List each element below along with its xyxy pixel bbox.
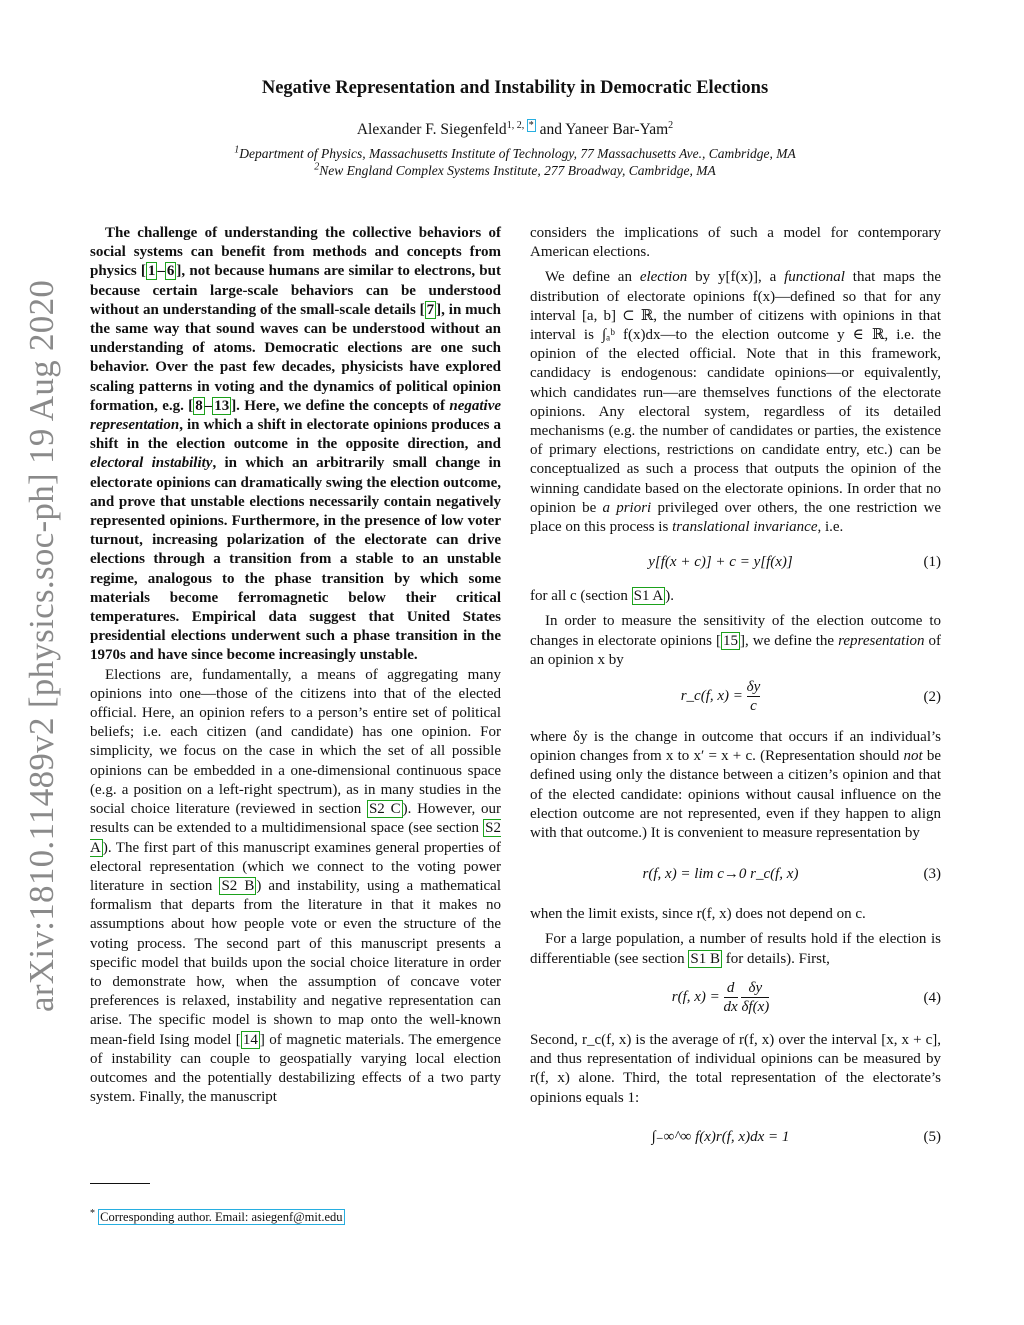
paragraph: For a large population, a number of results hold if the election is differentiable (see section S1 B for details). First, bbox=[530, 931, 941, 967]
section-link[interactable]: S1 B bbox=[690, 950, 721, 967]
section-link[interactable]: S2 B bbox=[221, 877, 255, 894]
paragraph: We define an election by y[f(x)], a functional that maps the distribution of electorate opinions f(x)—defined so that for any interval [a, b] ⊂ ℝ, the number of citizens with opinions in that interval is ∫ₐᵇ f(x)dx—to the election outcome y ∈ ℝ, i.e. the opinion of the elected official. Note that in this framework, candidacy is endogenous: candidate opinions—or equivalently, which candidates run—are themselves functions of the electorate opinions. Any electoral system, regardless of its detailed mechanisms (e.g. the number of candidates or parties, the existence of primary elections, restrictions on candidate entry, etc.) can be conceptualized as such a process that outputs the opinion of the winning candidate based on the electorate opinions. In order that no opinion be a priori privileged over others, the one restriction we place on this process is translational invariance, i.e. bbox=[530, 269, 942, 536]
section-link[interactable]: S2 A bbox=[90, 820, 501, 856]
equation-2: r_c(f, x) = $\frac{\delta y}{c}$ (2) bbox=[680, 679, 941, 715]
author-name: Yaneer Bar-Yam bbox=[565, 121, 669, 138]
paragraph: Second, r_c(f, x) is the average of r(f, x) over the interval [x, x + c], and thus representation of individual opinions can be measured by r(f, x) alone. Third, the total representation of the electorate’s opinions equals 1: bbox=[530, 1031, 941, 1106]
author-list bbox=[120, 121, 910, 139]
author-conjunction: and bbox=[535, 121, 566, 138]
section-link[interactable]: S2 C bbox=[368, 801, 401, 818]
equation-3: r(f, x) = lim c→0 r_c(f, x) (3) bbox=[642, 866, 941, 883]
left-column bbox=[90, 224, 501, 1107]
corresponding-author-link[interactable]: * bbox=[528, 119, 534, 131]
citation-link[interactable]: 15 bbox=[723, 632, 738, 649]
citation-link[interactable]: 6 bbox=[166, 263, 175, 280]
equation-1: y[f(x + c)] + c = y[f(x)] (1) bbox=[648, 554, 941, 571]
footnote: * Corresponding author. Email: asiegenf@mit.edu bbox=[90, 1207, 343, 1224]
affiliation: $^2$New England Complex Systems Institute, 277 Broadway, Cambridge, MA bbox=[314, 161, 716, 178]
affiliation: $^1$Department of Physics, Massachusetts Institute of Technology, 77 Massachusetts Ave., Cambridge, MA bbox=[234, 144, 796, 161]
paragraph: In order to measure the sensitivity of the election outcome to changes in electorate opinions [ 15 ], we define the representation of an opinion x by bbox=[530, 613, 941, 668]
citation-link[interactable]: 8 bbox=[195, 397, 203, 414]
equation-4: r(f, x) = $\frac{d}{dx}$ $\frac{\delta y}{\delta f(x)}$ (4) bbox=[671, 979, 941, 1015]
right-column bbox=[530, 224, 941, 1164]
author-affil-sup: 2 bbox=[668, 119, 674, 131]
abstract: The challenge of understanding the collective behaviors of social systems can benefit from methods and concepts from physics [ 1 – 6 ], not because humans are similar to electrons, but because certain large-scale behaviors can be understood without an understanding of the small-scale details [ 7 ], in much the same way that sound waves can be understood without an understanding of atoms. Democratic elections are one such behavior. Over the past few decades, physicists have explored scaling patterns in voting and the dynamics of political opinion formation, e.g. [ 8 – 13 ]. Here, we define the concepts of negative representation, in which a shift in electorate opinions produces a shift in the election outcome in the opposite direction, and electoral instability, in which an arbitrarily small change in electorate opinions can dramatically swing the election outcome, and prove that unstable elections necessarily contain negatively represented opinions. Furthermore, in the presence of low voter turnout, increasing polarization of the electorate can drive elections through a transition from a stable to an unstable regime, analogous to the phase transition by which some materials become ferromagnetic below their critical temperatures. Empirical data suggest that United States presidential elections underwent such a phase transition in the 1970s and have since become increasingly unstable. bbox=[90, 225, 502, 664]
paper-title: Negative Representation and Instability in Democratic Elections bbox=[261, 78, 769, 98]
paragraph: where δy is the change in outcome that occurs if an individual’s opinion changes from x to x′ = x + c. (Representation should not be defined using only the distance between a citizen’s opinion and that of the elected candidate: opinions without causal influence on the election outcome are not represented, even if they happen to align with that outcome.) It is convenient to measure representation by bbox=[530, 729, 941, 842]
equation-5: ∫₋∞^∞ f(x)r(f, x)dx = 1 (5) bbox=[651, 1128, 941, 1145]
email-link[interactable]: Corresponding author. Email: asiegenf@mit.edu bbox=[100, 1210, 343, 1224]
citation-link[interactable]: 1 bbox=[147, 263, 156, 280]
paragraph: for all c (section S1 A ). bbox=[530, 588, 674, 605]
section-link[interactable]: S1 A bbox=[633, 588, 664, 605]
paragraph: considers the implications of such a model for contemporary American elections. bbox=[530, 225, 941, 261]
paragraph: when the limit exists, since r(f, x) does not depend on c. bbox=[530, 906, 866, 923]
author-name: Alexander F. Siegenfeld bbox=[356, 121, 507, 138]
citation-link[interactable]: 7 bbox=[426, 301, 435, 318]
intro-paragraph: Elections are, fundamentally, a means of aggregating many opinions into one—those of the citizens into that of the elected official. Here, an opinion refers to a person’s entire set of political beliefs; i.e. each citizen (and candidate) has one opinion. For simplicity, we focus on the case in which the set of all possible opinions can be embedded in a one-dimensional continuous space (e.g. a position on a left-right spectrum), as in many studies in the social choice literature (reviewed in section S2 C ). However, our results can be extended to a multidimensional space (see section S2 A ). The first part of this manuscript examines general properties of electoral representation (which we connect to the voting power literature in section S2 B ) and instability, using a mathematical formalism that departs from the literature in that it makes no assumptions about how people vote or even the structure of the voting process. The second part of this manuscript presents a specific model that builds upon the social choice literature in order to demonstrate how, when the assumption of concave voter preferences is relaxed, instability and negative representation can arise. The specific model is shown to map onto the well-known mean-field Ising model [ 14 ] of magnetic materials. The emergence of instability can couple to geospatially varying local election outcomes and the potentially destabilizing effects of a two party system. Finally, the manuscript bbox=[90, 666, 501, 1106]
footnote-rule bbox=[90, 1183, 150, 1184]
citation-link[interactable]: 14 bbox=[242, 1031, 258, 1048]
citation-link[interactable]: 13 bbox=[214, 397, 230, 414]
author-affil-sup: 1, 2, bbox=[506, 119, 527, 131]
arxiv-identifier: arXiv:1810.11489v2 [physics.soc-ph] 19 Aug 2020 bbox=[22, 279, 61, 1012]
